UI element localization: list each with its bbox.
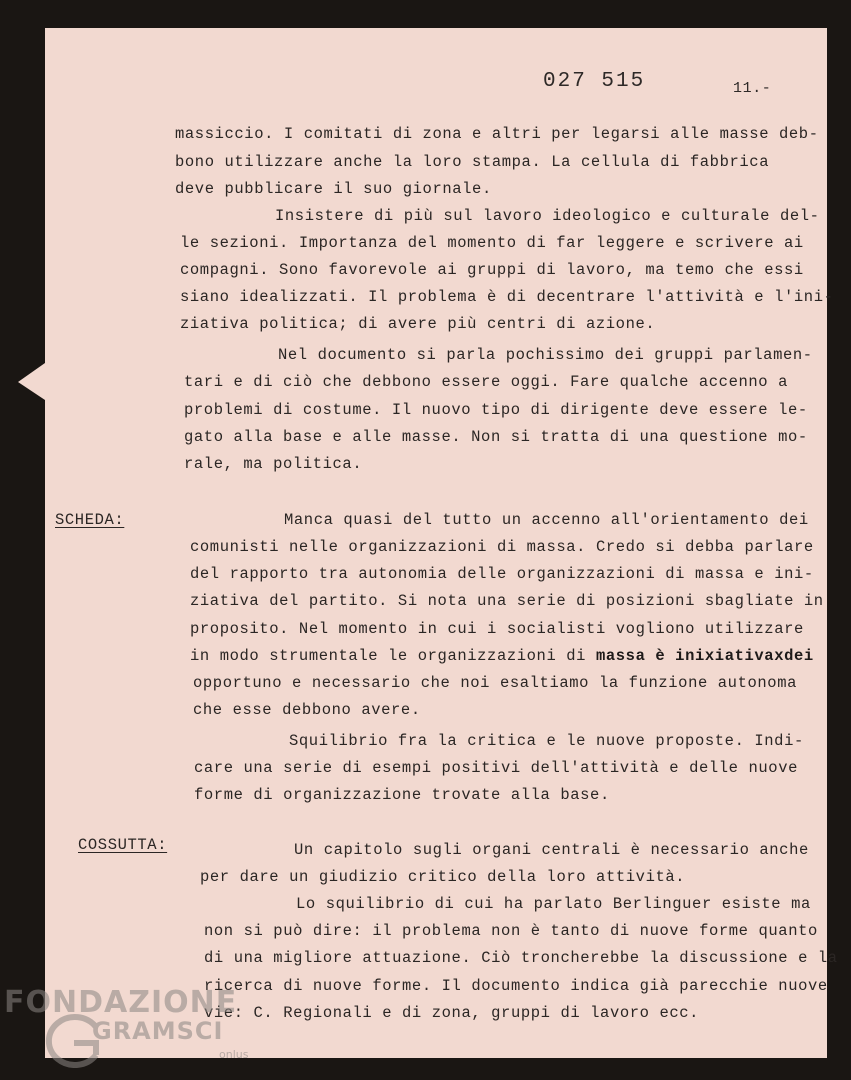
body-line: deve pubblicare il suo giornale. [175,180,492,198]
body-line: gato alla base e alle masse. Non si tratta di una questione mo- [184,428,808,446]
speaker-label-cossutta: COSSUTTA: [78,836,168,854]
page-number: 11.- [733,80,772,97]
scheda-line: comunisti nelle organizzazioni di massa. Credo si debba parlare [190,538,814,556]
scheda-line: che esse debbono avere. [193,701,421,719]
cossutta-line: ricerca di nuove forme. Il documento indica già parecchie nuove [204,977,828,995]
scheda-line: proposito. Nel momento in cui i socialisti vogliono utilizzare [190,620,804,638]
cossutta-line: per dare un giudizio critico della loro attività. [200,868,686,886]
scheda-line: care una serie di esempi positivi dell'attività e delle nuove [194,759,798,777]
scheda-line: Manca quasi del tutto un accenno all'orientamento dei [284,511,809,529]
watermark-suffix: onlus [219,1048,249,1061]
body-line: bono utilizzare anche la loro stampa. La cellula di fabbrica [175,153,770,171]
cossutta-line: vie: C. Regionali e di zona, gruppi di lavoro ecc. [204,1004,700,1022]
scheda-line: forme di organizzazione trovate alla base. [194,786,610,804]
cossutta-line: Un capitolo sugli organi centrali è necessario anche [294,841,809,859]
body-line: Insistere di più sul lavoro ideologico e culturale del- [275,207,820,225]
body-line: ziativa politica; di avere più centri di azione. [180,315,656,333]
scheda-line: del rapporto tra autonomia delle organizzazioni di massa e ini- [190,565,814,583]
cossutta-line: di una migliore attuazione. Ciò troncherebbe la discussione e la [204,949,838,967]
body-line: siano idealizzati. Il problema è di decentrare l'attività e l'ini- [180,288,834,306]
cossutta-line: non si può dire: il problema non è tanto di nuove forme quanto [204,922,818,940]
watermark-line2: GRAMSCI [92,1017,224,1045]
scheda-line: ziativa del partito. Si nota una serie di posizioni sbagliate in [190,592,824,610]
body-line: le sezioni. Importanza del momento di far leggere e scrivere ai [180,234,804,252]
scheda-line: Squilibrio fra la critica e le nuove proposte. Indi- [289,732,804,750]
body-line: Nel documento si parla pochissimo dei gruppi parlamen- [278,346,813,364]
struck-out-text: massa è inixiativaxdei [595,647,814,665]
scheda-line: opportuno e necessario che noi esaltiamo la funzione autonoma [193,674,797,692]
body-line: tari e di ciò che debbono essere oggi. Fare qualche accenno a [184,373,788,391]
scheda-line-text: in modo strumentale le organizzazioni di [190,647,587,665]
body-line: massiccio. I comitati di zona e altri per legarsi alle masse deb- [175,125,819,143]
body-line: rale, ma politica. [184,455,363,473]
scheda-line [190,646,814,666]
speaker-label-scheda: SCHEDA: [55,511,125,529]
body-line: problemi di costume. Il nuovo tipo di dirigente deve essere le- [184,401,808,419]
document-number: 027 515 [543,70,646,93]
fondazione-gramsci-watermark [4,985,254,1070]
watermark-line1: FONDAZIONE [4,985,238,1020]
body-line: compagni. Sono favorevole ai gruppi di lavoro, ma temo che essi [180,261,804,279]
cossutta-line: Lo squilibrio di cui ha parlato Berlinguer esiste ma [296,895,811,913]
